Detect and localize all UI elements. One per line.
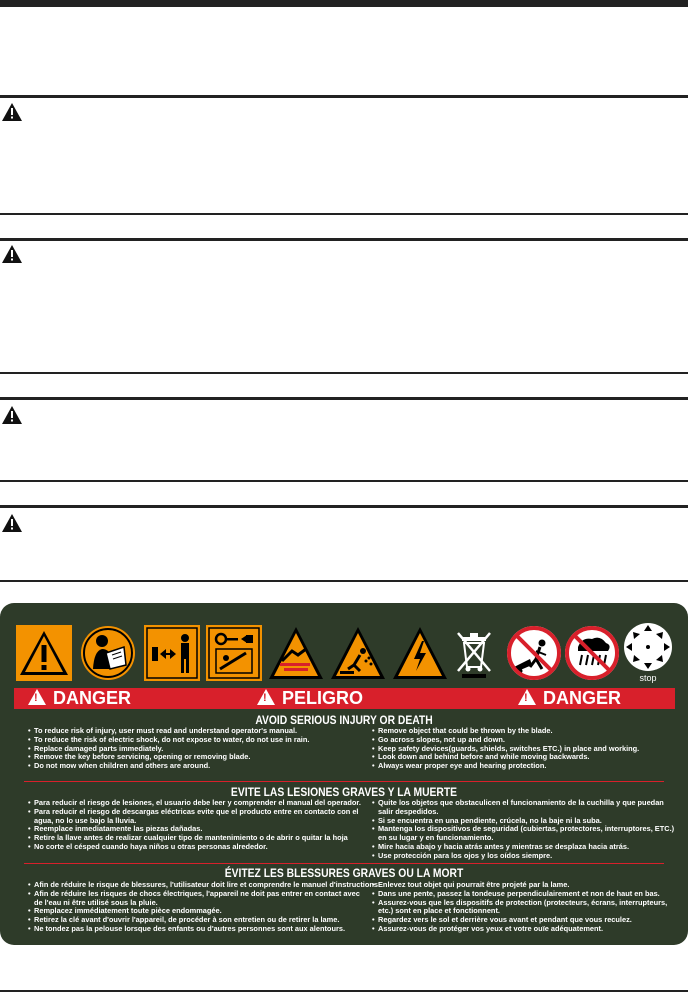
warning-icon (2, 245, 22, 263)
bullet-list (28, 727, 368, 771)
read-manual-icon (80, 625, 136, 681)
danger-word: PELIGRO (282, 688, 364, 708)
no-rain-icon (564, 625, 620, 681)
list-item: • Use protección para los ojos y los oídos siempre. (372, 852, 676, 861)
section-heading: EVITE LAS LESIONES GRAVES Y LA MUERTE (230, 785, 458, 799)
section-rule (0, 480, 688, 482)
warning-icon (257, 689, 275, 705)
bullet-list (28, 799, 366, 852)
danger-word: DANGER (543, 688, 622, 708)
list-item: • Quite los objetos que obstaculicen el funcionamiento de la cuchilla y que puedan salir despedidos. (372, 799, 676, 817)
list-item: • Reemplace inmediatamente las piezas dañadas. (28, 825, 366, 834)
list-item: • Look down and behind before and while moving backwards. (372, 753, 672, 762)
list-item: • Always wear proper eye and hearing protection. (372, 762, 672, 771)
list-item: • Afin de réduire les risques de chocs électriques, l'appareil ne doit pas entrer en contact avec de l'eau ni être utilisé sous la pluie. (28, 890, 366, 908)
section-rule (0, 397, 688, 400)
section-rule (0, 505, 688, 508)
section-rule (0, 238, 688, 241)
keep-distance-icon (144, 625, 200, 681)
list-item: • Para reducir el riesgo de lesiones, el usuario debe leer y comprender el manual del operador. (28, 799, 366, 808)
warning-icon (2, 514, 22, 532)
section-heading: ÉVITEZ LES BLESSURES GRAVES OU LA MORT (224, 866, 464, 880)
top-rule (0, 0, 688, 7)
list-item: • Replace damaged parts immediately. (28, 745, 368, 754)
list-item: • Enlevez tout objet qui pourrait être projeté par la lame. (372, 881, 676, 890)
warning-icon (2, 406, 22, 424)
crossed-out-bin-icon (448, 625, 504, 681)
danger-label-es (257, 689, 363, 708)
pictogram-row (16, 625, 672, 685)
list-item: • Remove the key before servicing, opening or removing blade. (28, 753, 368, 762)
bullet-list (372, 881, 676, 934)
danger-bar (14, 688, 675, 709)
section-divider (24, 863, 664, 864)
section-rule (0, 95, 688, 98)
section-heading: AVOID SERIOUS INJURY OR DEATH (255, 713, 433, 727)
cutting-hazard-icon (268, 625, 324, 681)
safety-label (0, 603, 688, 945)
bottom-rule (0, 990, 688, 992)
list-item: • No corte el césped cuando haya niños u otras personas alrededor. (28, 843, 366, 852)
list-item: • Remove object that could be thrown by the blade. (372, 727, 672, 736)
list-item: • To reduce risk of injury, user must read and understand operator's manual. (28, 727, 368, 736)
list-item: • Remplacez immédiatement toute pièce endommagée. (28, 907, 366, 916)
list-item: • Retirez la clé avant d'ouvrir l'appareil, de procéder à son entretien ou de retirer la lame. (28, 916, 366, 925)
list-item: • Si se encuentra en una pendiente, crúcela, no la baje ni la suba. (372, 817, 676, 826)
stop-text: stop (639, 673, 657, 683)
section-divider (24, 781, 664, 782)
list-item: • Afin de réduire le risque de blessures, l'utilisateur doit lire et comprendre le manuel d'instructions. (28, 881, 366, 890)
bullet-list (28, 880, 381, 934)
danger-label-fr (518, 689, 621, 708)
section-rule (0, 372, 688, 374)
list-item: • Assurez-vous de protéger vos yeux et votre ouïe adéquatement. (372, 925, 676, 934)
thrown-objects-icon (330, 625, 386, 681)
electric-shock-icon (392, 625, 448, 681)
bullet-list (372, 799, 676, 861)
list-item: • Regardez vers le sol et derrière vous avant et pendant que vous reculez. (372, 916, 676, 925)
list-item: • Keep safety devices(guards, shields, switches ETC.) in place and working. (372, 745, 672, 754)
list-item: • Dans une pente, passez la tondeuse perpendiculairement et non de haut en bas. (372, 890, 676, 899)
list-item: • Do not mow when children and others are around. (28, 762, 368, 771)
warning-icon (518, 689, 536, 705)
exclamation-triangle-icon (16, 625, 72, 681)
remove-key-icon (206, 625, 262, 681)
list-item: • Go across slopes, not up and down. (372, 736, 672, 745)
section-rule (0, 213, 688, 215)
danger-word: DANGER (53, 688, 132, 708)
list-item: • To reduce the risk of electric shock, do not expose to water, do not use in rain. (28, 736, 368, 745)
list-item: • Assurez-vous que les dispositifs de protection (protecteurs, écrans, interrupteurs, etc.) sont en place et fonctionnent. (372, 899, 676, 917)
list-item: • Ne tondez pas la pelouse lorsque des enfants ou d'autres personnes sont aux alentours. (28, 925, 366, 934)
section-rule (0, 580, 688, 582)
list-item: • Mire hacia abajo y hacia atrás antes y mientras se desplaza hacia atrás. (372, 843, 676, 852)
list-item: • Para reducir el riesgo de descargas eléctricas evite que el producto entre en contacto con el agua, no lo use bajo la lluvia. (28, 808, 366, 826)
warning-icon (28, 689, 46, 705)
no-children-icon (506, 625, 562, 681)
danger-label-en (28, 689, 131, 708)
rotating-blade-icon (620, 621, 676, 685)
bullet-list (372, 727, 672, 771)
list-item: • Retire la llave antes de realizar cualquier tipo de mantenimiento o de abrir o quitar la hoja (28, 834, 366, 843)
list-item: • Mantenga los dispositivos de seguridad (cubiertas, protectores, interruptores, ETC.) en su lugar y en funcionamiento. (372, 825, 676, 843)
warning-icon (2, 103, 22, 121)
